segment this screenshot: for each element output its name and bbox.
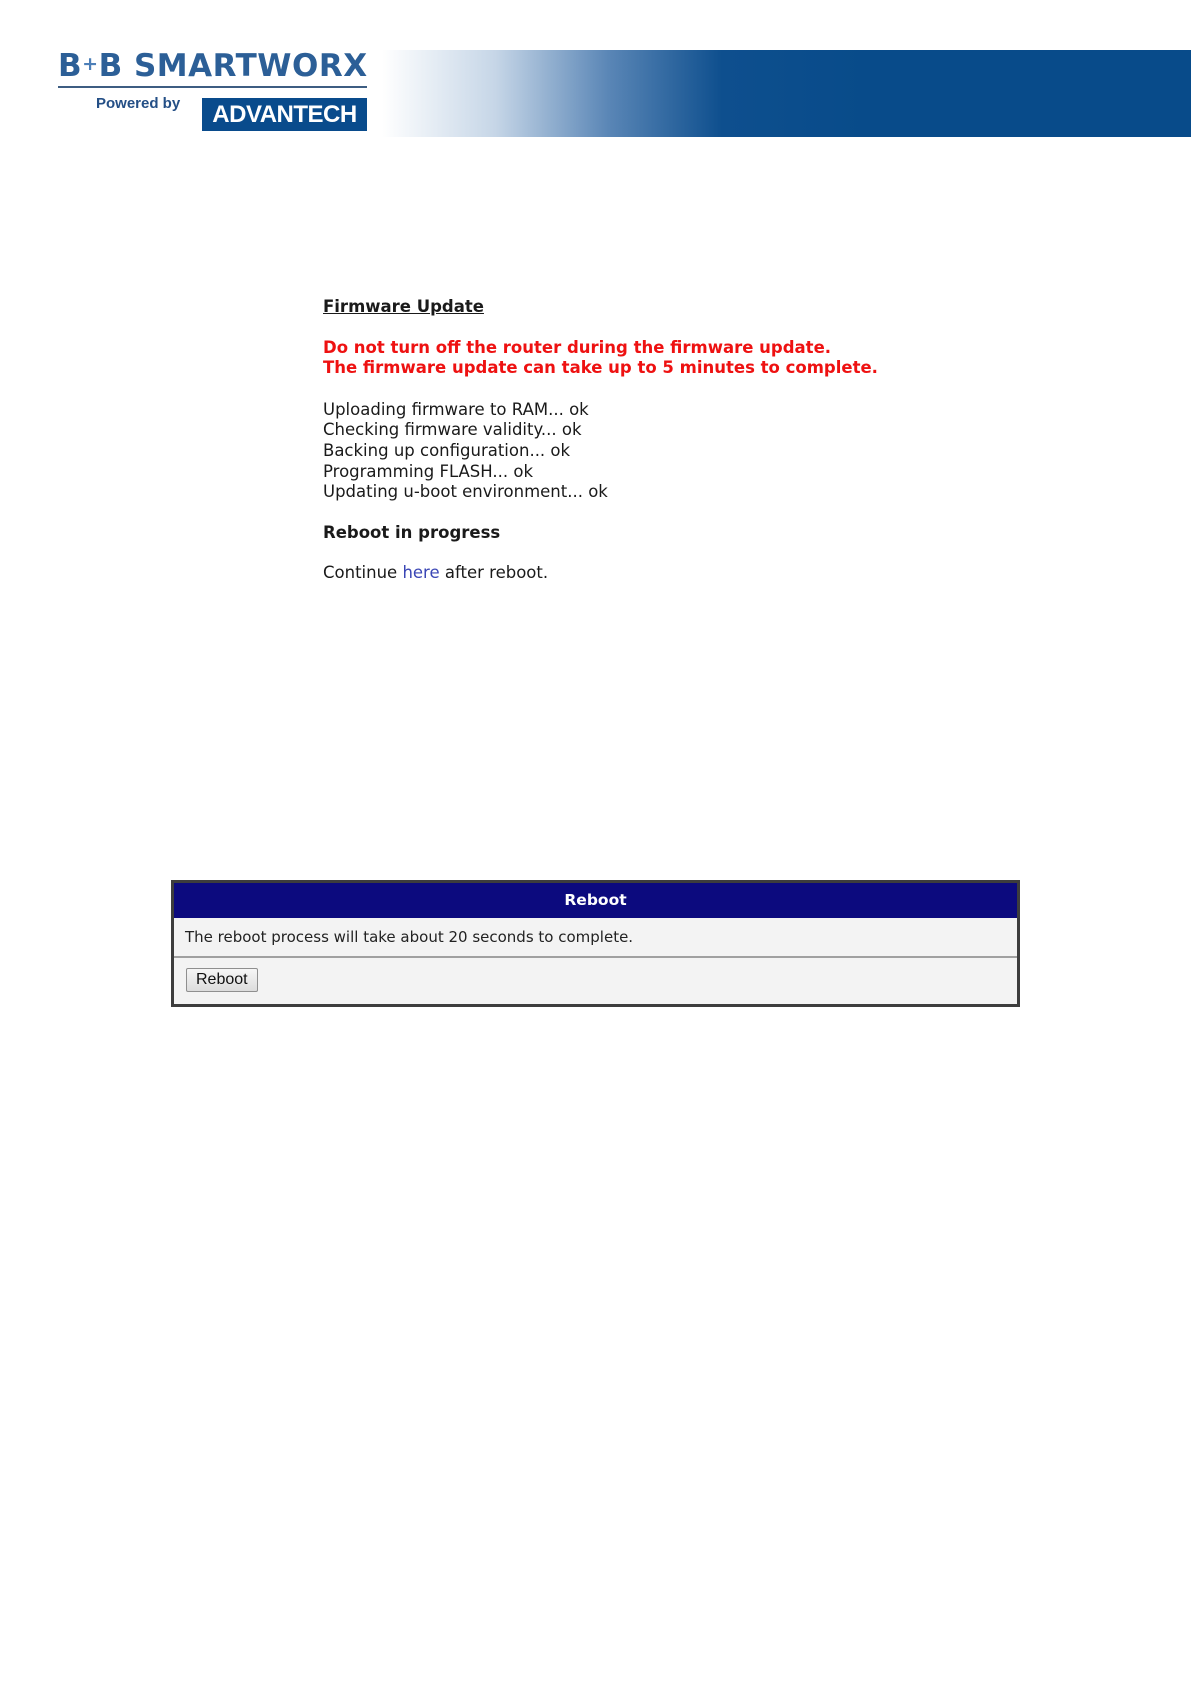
reboot-button[interactable]: Reboot [186,968,258,992]
reboot-actions [174,958,1017,992]
firmware-title: Firmware Update [323,297,484,316]
step-line: Programming FLASH... ok [323,461,534,481]
step-line: Checking firmware validity... ok [323,420,582,440]
firmware-update-section [323,297,878,584]
firmware-warning [323,338,878,379]
bb-smartworx-logo [58,48,370,134]
step-line: Updating u-boot environment... ok [323,482,608,502]
reboot-panel [171,880,1020,1007]
continue-here-link[interactable]: here [402,563,440,583]
advantech-logo: ADVANTECH [202,98,367,131]
brand-wordmark: B+B SMARTWORX [58,48,368,84]
brand-divider [58,86,367,88]
reboot-status: Reboot in progress [323,522,501,542]
reboot-panel-title: Reboot [174,883,1017,918]
powered-by-label: Powered by [96,95,181,112]
warning-line: Do not turn off the router during the firmware update. [323,337,832,357]
continue-text: Continue here after reboot. [323,563,549,583]
step-line: Uploading firmware to RAM... ok [323,399,589,419]
warning-line: The firmware update can take up to 5 minutes to complete. [323,358,878,378]
step-line: Backing up configuration... ok [323,440,571,460]
header-banner [382,50,1191,137]
firmware-steps [323,400,878,503]
reboot-message: The reboot process will take about 20 seconds to complete. [174,918,1017,958]
